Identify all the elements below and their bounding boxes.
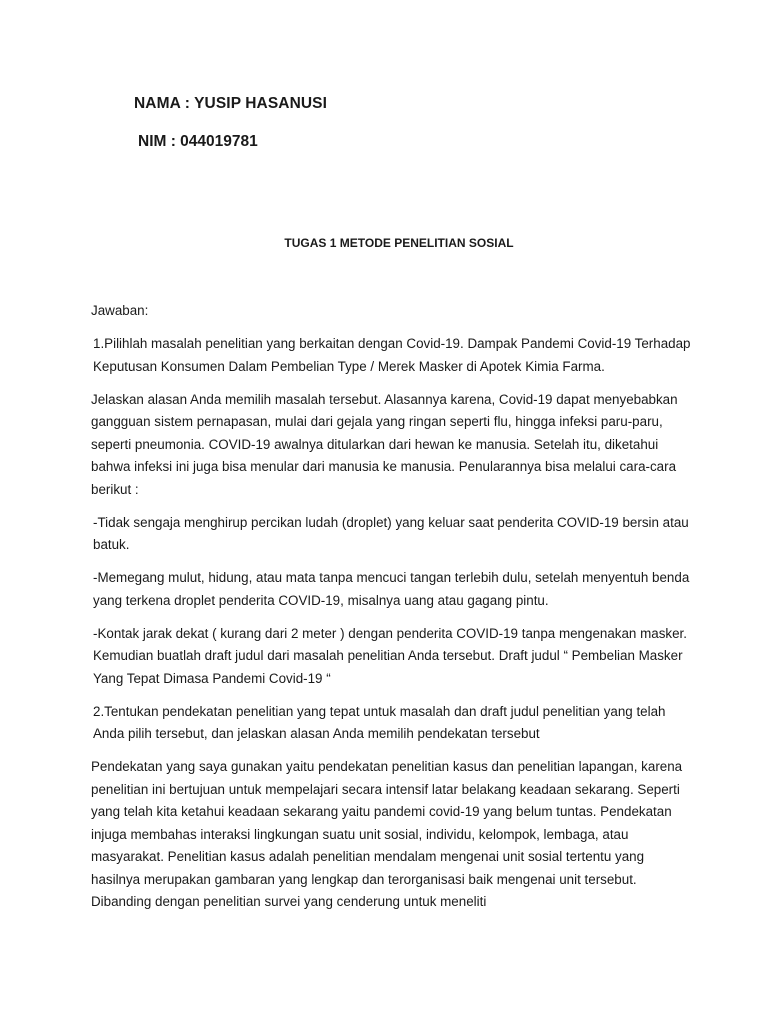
document-title: TUGAS 1 METODE PENELITIAN SOSIAL <box>284 236 514 250</box>
question-1-paragraph: 1.Pilihlah masalah penelitian yang berkaitan dengan Covid-19. Dampak Pandemi Covid-19 Terhadap Keputusan Konsumen Dalam Pembelian Type / Merek Masker di Apotek Kimia Farma. <box>93 336 691 374</box>
transmission-item-1: -Tidak sengaja menghirup percikan ludah (droplet) yang keluar saat penderita COVID-19 bersin atau batuk. <box>93 514 689 552</box>
student-nim: NIM : 044019781 <box>138 133 258 150</box>
transmission-item-3: -Kontak jarak dekat ( kurang dari 2 meter ) dengan penderita COVID-19 tanpa mengenakan masker. Kemudian buatlah draft judul dari masalah penelitian Anda tersebut. Draft judul “ Pembelian Masker Yang Tepat Dimasa Pandemi Covid-19 “ <box>93 625 687 686</box>
transmission-item-2: -Memegang mulut, hidung, atau mata tanpa mencuci tangan terlebih dulu, setelah menyentuh benda yang terkena droplet penderita COVID-19, misalnya uang atau gagang pintu. <box>93 570 690 608</box>
answer-label: Jawaban: <box>91 303 149 318</box>
question-2-paragraph: 2.Tentukan pendekatan penelitian yang tepat untuk masalah dan draft judul penelitian yang telah Anda pilih tersebut, dan jelaskan alasan Anda memilih pendekatan tersebut <box>93 703 666 741</box>
student-name: NAMA : YUSIP HASANUSI <box>134 95 328 112</box>
document-body <box>91 300 691 924</box>
approach-paragraph: Pendekatan yang saya gunakan yaitu pendekatan penelitian kasus dan penelitian lapangan, karena penelitian ini bertujuan untuk mempelajari secara intensif latar belakang keadaan sekarang. Seperti yang telah kita ketahui keadaan sekarang yaitu pandemi covid-19 yang belum tuntas. Pendekatan injuga membahas interaksi lingkungan suatu unit sosial, individu, kelompok, lembaga, atau masyarakat. Penelitian kasus adalah penelitian mendalam mengenai unit sosial tertentu yang hasilnya merupakan gambaran yang lengkap dan terorganisasi baik mengenai unit tersebut. Dibanding dengan penelitian survei yang cenderung untuk meneliti <box>91 759 683 909</box>
reason-paragraph: Jelaskan alasan Anda memilih masalah tersebut. Alasannya karena, Covid-19 dapat menyebabkan gangguan sistem pernapasan, mulai dari gejala yang ringan seperti flu, hingga infeksi paru-paru, seperti pneumonia. COVID-19 awalnya ditularkan dari hewan ke manusia. Setelah itu, diketahui bahwa infeksi ini juga bisa menular dari manusia ke manusia. Penularannya bisa melalui cara-cara berikut : <box>91 391 678 497</box>
